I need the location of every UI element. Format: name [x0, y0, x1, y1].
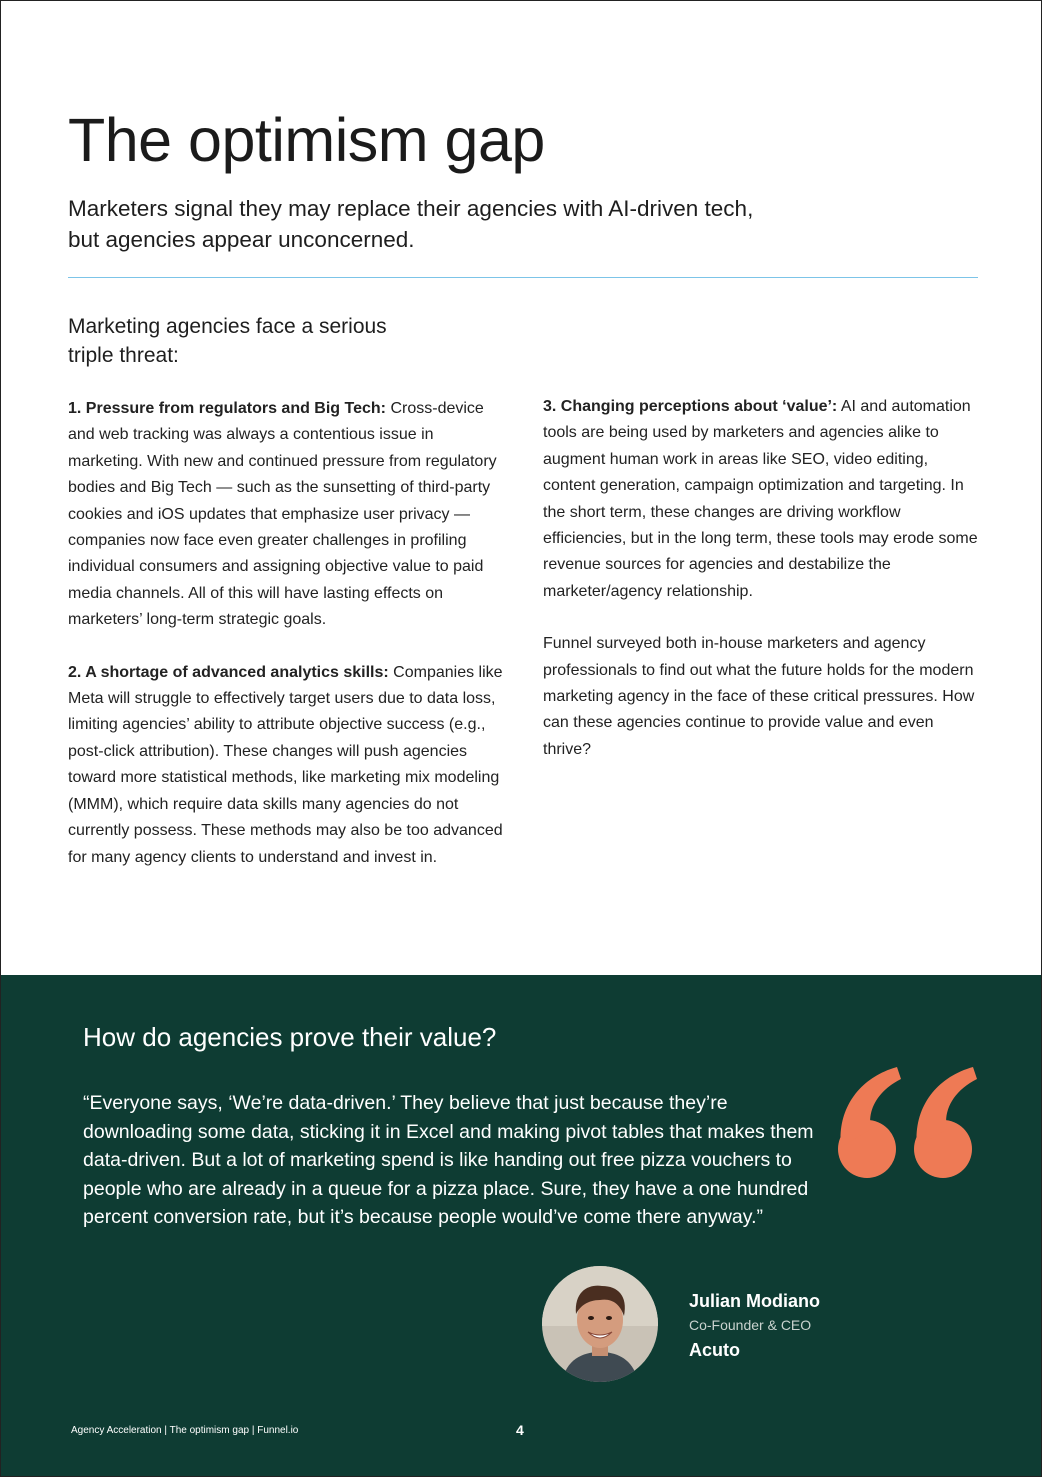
threat-paragraph-2: [68, 660, 504, 871]
subtitle-line-1: Marketers signal they may replace their agencies with AI-driven tech,: [68, 196, 754, 221]
threat-text-2: Companies like Meta will struggle to effectively target users due to data loss, limiting agencies’ ability to attribute objective success (e.g., post-click attribution). These changes will push agencies toward more statistical methods, like marketing mix modeling (MMM), which require data skills many agencies do not currently possess. These methods may also be too advanced for many agency clients to understand and invest in.: [68, 663, 503, 866]
testimonial-quote: “Everyone says, ‘We’re data-driven.’ They believe that just because they’re downloading some data, sticking it in Excel and making pivot tables that makes them data-driven. But a lot of marketing spend is like handing out free pizza vouchers to people who are already in a queue for a pizza place. Sure, they have a one hundred percent conversion rate, but it’s because people would’ve come there anyway.”: [83, 1092, 814, 1228]
footer-breadcrumb: Agency Acceleration | The optimism gap | Funnel.io: [71, 1425, 299, 1436]
quote-band: [1, 975, 1041, 1476]
closing-paragraph: Funnel surveyed both in-house marketers and agency professionals to find out what the future holds for the modern marketing agency in the face of these critical pressures. How can these agencies continue to provide value and even thrive?: [543, 635, 975, 758]
avatar: [542, 1266, 658, 1382]
quote-mark-icon: [831, 1065, 991, 1185]
page-subtitle: [68, 193, 868, 255]
threat-text-1: Cross-device and web tracking was always a contentious issue in marketing. With new and continued pressure from regulatory bodies and Big Tech — such as the sunsetting of third-party cookies and iOS updates that emphasize user privacy — companies now face even greater challenges in profiling individual consumers and assigning objective value to paid media channels. All of this will have lasting effects on marketers’ long-term strategic goals.: [68, 400, 497, 629]
left-column: [68, 396, 504, 897]
threat-paragraph-1: [68, 396, 504, 634]
subtitle-line-2: but agencies appear unconcerned.: [68, 227, 415, 252]
section-divider: [68, 277, 978, 278]
person-company: Acuto: [689, 1340, 740, 1360]
threat-text-3: AI and automation tools are being used by marketers and agencies alike to augment human work in areas like SEO, video editing, content generation, campaign optimization and targeting. In the short term, these changes are driving workflow efficiencies, but in the long term, these tools may erode some revenue sources for agencies and destabilize the marketer/agency relationship.: [543, 398, 978, 600]
threat-label-3: 3. Changing perceptions about ‘value’:: [543, 398, 838, 415]
section-heading-line-2: triple threat:: [68, 344, 179, 367]
quote-section-heading: How do agencies prove their value?: [83, 1022, 497, 1052]
person-name: Julian Modiano: [689, 1291, 821, 1311]
threat-label-2: 2. A shortage of advanced analytics skills:: [68, 663, 389, 681]
portrait-image: [542, 1266, 658, 1382]
threat-label-1: 1. Pressure from regulators and Big Tech:: [68, 400, 387, 417]
section-heading: [68, 312, 488, 370]
page-number: 4: [516, 1422, 524, 1438]
person-role: Co-Founder & CEO: [689, 1317, 812, 1333]
right-column: [543, 394, 983, 789]
page-title: The optimism gap: [68, 106, 545, 174]
section-heading-line-1: Marketing agencies face a serious: [68, 315, 387, 338]
threat-paragraph-3: [543, 394, 983, 605]
